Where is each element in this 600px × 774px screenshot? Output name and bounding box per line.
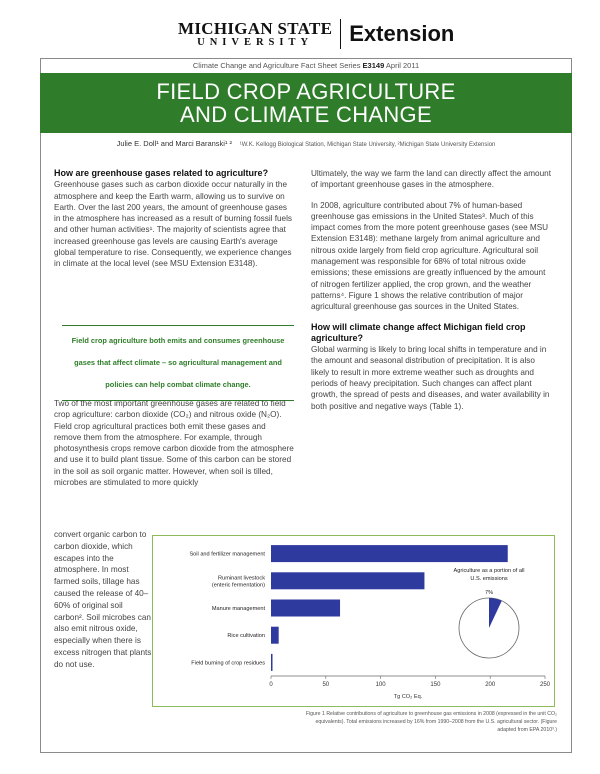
right-paragraph-1: Ultimately, the way we farm the land can directly affect the amount of important greenhouse gases in the atmosphere.	[311, 169, 551, 190]
title-banner	[40, 73, 572, 133]
msu-extension-logo	[178, 17, 454, 51]
msu-wordmark-bottom: UNIVERSITY	[197, 36, 314, 48]
author-affiliations: ¹W.K. Kellogg Biological Station, Michigan State University, ²Michigan State University Extension	[239, 142, 496, 148]
x-tick-label-1: 50	[322, 682, 330, 688]
category-label-3: Rice cultivation	[227, 633, 265, 640]
authors-line	[40, 139, 572, 148]
right-paragraph-2: In 2008, agriculture contributed about 7% of human-based greenhouse gas emissions in the United States³. Much of this impact comes from the more potent greenhouse gases (see MSU Extension E3148): methane largely from animal agriculture and nitrous oxide largely from field crop agriculture. Agricultural soil management was responsible for 68% of total nitrous oxide emissions; these emissions are greatly influenced by the amount of nitrogen fertilizer applied, the crop grown, and the weather patterns⁴. Figure 1 shows the relative contribution of major agricultural greenhouse gas sources in the United States.	[311, 200, 549, 312]
title-line-2: AND CLIMATE CHANGE	[180, 102, 432, 127]
category-label-4: Field burning of crop residues	[191, 660, 265, 667]
section-body-gases: Two of the most important greenhouse gases are related to field crop agriculture: carbon dioxide (CO₂) and nitrous oxide (N₂O). Field crop agricultural practices both emit these gases and remove them from the atmosphere. For example, through photosynthesis crops remove carbon dioxide from the atmosphere and use it to build plant tissue. Some of this carbon can be stored in the soil as soil organic matter. However, when soil is tilled, microbes are stimulated to more quickly	[54, 399, 294, 488]
left-column-continued	[54, 398, 294, 497]
category-label-2: Manure management	[211, 606, 265, 612]
section-heading-climate-effect: How will climate change affect Michigan field crop agriculture?	[311, 321, 526, 343]
x-tick-label-0: 0	[269, 682, 273, 688]
figure-caption: Figure 1 Relative contributions of agriculture to greenhouse gas emissions in 2008 (expressed in the unit CO₂ equivalents). Total emissions increased by 16% from 1990–2008 from the U.S. agricultural sector. (Figure adapted from EPA 2010³.)	[305, 711, 557, 733]
right-column	[311, 168, 552, 421]
msu-wordmark-top: MICHIGAN STATE	[178, 18, 333, 38]
figure-1-chart	[152, 535, 555, 707]
category-label-1-0: Ruminant livestock	[218, 575, 265, 582]
right-paragraph-3: Global warming is likely to bring local shifts in temperature and in the amount and seasonal distribution of precipitation. It is also likely to result in more extreme weather such as droughts and periods of heavy precipitation. Such changes can affect plant growth, the spread of pests and diseases, and water availability in both positive and negative ways (Table 1).	[311, 345, 550, 411]
logo-divider	[340, 19, 341, 49]
bar-1	[271, 572, 424, 589]
x-tick-label-3: 150	[430, 682, 441, 688]
series-prefix: Climate Change and Agriculture Fact Sheet Series	[192, 61, 361, 70]
pie-value-label: 7%	[484, 590, 494, 596]
x-tick-label-2: 100	[375, 682, 386, 688]
title-line-1: FIELD CROP AGRICULTURE	[156, 79, 456, 104]
left-column	[54, 168, 294, 279]
pie-title-1: U.S. emissions	[470, 576, 508, 582]
x-axis-label: Tg CO₂ Eq.	[393, 694, 423, 700]
bar-0	[271, 545, 508, 562]
section-body-greenhouse: Greenhouse gases such as carbon dioxide occur naturally in the atmosphere and keep the Earth warm, allowing us to survive on Earth. Over the last 200 years, the amount of greenhouse gases in the atmosphere has increased as a result of burning fossil fuels and other human activities¹. The majority of scientists agree that increased greenhouse gas levels are causing Earth's average global temperature to rise. Consequently, we experience changes in climate at the local level (see MSU Extension E3148).	[54, 180, 293, 269]
category-label-1-1: (enteric fermentation)	[211, 582, 265, 589]
section-heading-greenhouse: How are greenhouse gases related to agriculture?	[54, 168, 269, 178]
msu-wordmark	[178, 20, 332, 49]
x-tick-label-5: 250	[539, 682, 551, 688]
series-number: E3149	[362, 61, 385, 70]
pie-title-0: Agriculture as a portion of all	[453, 568, 525, 574]
chart-svg	[153, 536, 554, 706]
bar-3	[271, 627, 279, 644]
pull-quote: Field crop agriculture both emits and consumes greenhouse gases that affect climate – so agricultural management and policies can help combat climate change.	[62, 325, 294, 401]
series-date: April 2011	[385, 61, 420, 70]
series-line	[40, 61, 572, 70]
bar-2	[271, 600, 340, 617]
wrapped-body-text: convert organic carbon to carbon dioxide, which escapes into the atmosphere. In most farmed soils, tillage has caused the release of 40–60% of original soil carbon². Soil microbes can also emit nitrous oxide, especially when there is excess nitrogen that plants do not use.	[54, 530, 152, 669]
category-label-0: Soil and fertilizer management	[189, 551, 265, 558]
bar-4	[271, 654, 273, 671]
author-names: Julie E. Doll¹ and Marci Baranski¹ ²	[116, 139, 233, 148]
x-tick-label-4: 200	[485, 682, 496, 688]
extension-wordmark: Extension	[349, 21, 455, 46]
